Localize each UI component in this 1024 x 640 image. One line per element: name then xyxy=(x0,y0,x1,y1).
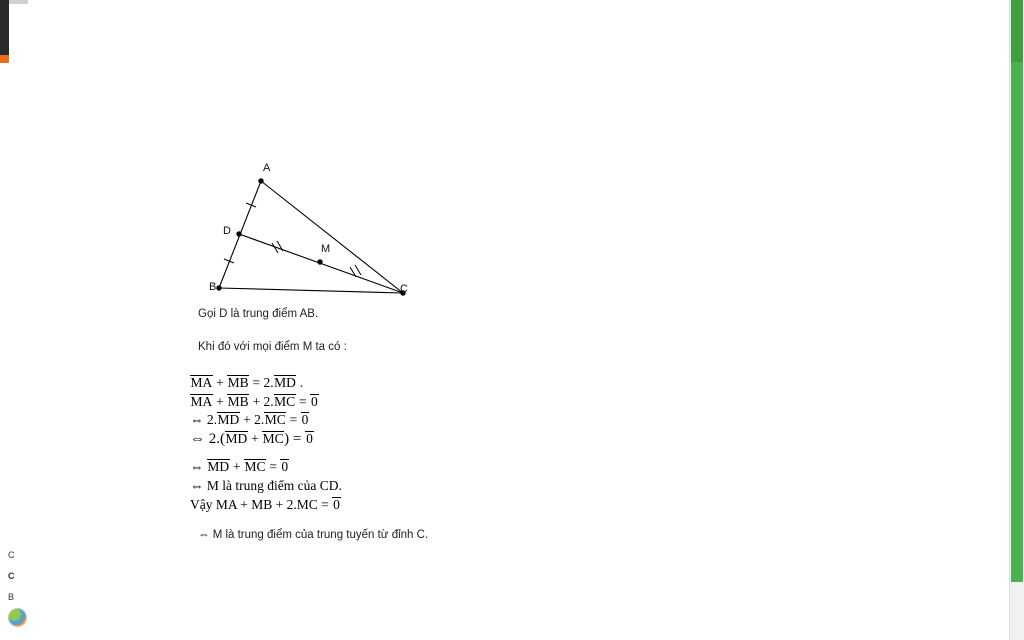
equation-4 xyxy=(190,430,610,451)
vector-MC-4: MC xyxy=(262,431,284,447)
vector-MD-1: MD xyxy=(274,374,296,390)
vector-MA-2: MA xyxy=(190,393,213,409)
equation-2 xyxy=(190,392,610,411)
tick-MC-2 xyxy=(355,265,361,275)
math-block xyxy=(190,373,610,514)
op-arrow-5: ⇔ xyxy=(190,459,207,475)
taskbar-item-1[interactable]: C xyxy=(8,550,15,560)
segment-AC xyxy=(261,181,403,293)
vector-zero-5: 0 xyxy=(281,459,289,475)
label-M: M xyxy=(321,243,331,255)
op-plus-5: + xyxy=(229,459,245,475)
segment-BC xyxy=(219,288,403,293)
point-D xyxy=(236,231,241,236)
taskbar-items[interactable] xyxy=(8,545,26,608)
equation-3 xyxy=(190,411,610,430)
equation-5 xyxy=(190,458,610,477)
vector-MC-3: MC xyxy=(264,412,286,428)
vector-MC-2: MC xyxy=(274,393,296,409)
point-M xyxy=(317,259,322,264)
taskbar-item-3[interactable]: B xyxy=(8,592,15,602)
window-accent-sliver xyxy=(0,55,9,63)
label-C: C xyxy=(400,283,408,295)
op-eq-5: = xyxy=(266,459,281,475)
vector-zero-3: 0 xyxy=(301,412,309,428)
point-A xyxy=(258,178,263,183)
triangle-figure-svg xyxy=(195,150,435,300)
op-plus-2: + xyxy=(212,393,228,409)
op-plus-3: + 2. xyxy=(239,412,265,428)
label-B: B xyxy=(209,281,217,293)
taskbar-item-2[interactable]: C xyxy=(8,571,15,581)
triangle-figure xyxy=(195,150,435,300)
vector-MB-1: MB xyxy=(227,374,249,390)
tick-DM-2 xyxy=(277,241,283,251)
op-plus2-2: + 2. xyxy=(249,393,274,409)
op-plus-4: + xyxy=(247,431,263,447)
equation-7 xyxy=(190,495,610,514)
scrollbar-thumb[interactable] xyxy=(1011,62,1023,582)
vector-MD-3: MD xyxy=(217,412,240,428)
left-window-edge xyxy=(0,0,28,640)
vector-MD-5: MD xyxy=(207,459,230,475)
op-eq-4: ) = xyxy=(284,431,306,448)
vertical-scrollbar[interactable] xyxy=(1009,0,1024,640)
op-eq-1: = 2. xyxy=(249,374,274,390)
vector-MC-5: MC xyxy=(244,459,266,475)
window-sidebar-sliver xyxy=(0,0,9,55)
vector-zero-7: 0 xyxy=(333,496,340,512)
period-1: . xyxy=(296,374,304,390)
op-eq-3: = xyxy=(286,412,301,428)
solution-text xyxy=(190,306,610,544)
equation-1 xyxy=(190,373,610,392)
statement-line-2: Khi đó với mọi điểm M ta có : xyxy=(198,340,347,353)
op-eq-2: = xyxy=(295,393,311,409)
final-conclusion: ⇔ M là trung điểm của trung tuyến từ đỉnh C. xyxy=(198,529,429,542)
document-content xyxy=(190,150,610,555)
op-plus-1: + xyxy=(212,374,228,390)
window-top-strip xyxy=(9,0,28,4)
browser-app-icon[interactable] xyxy=(8,608,27,627)
vector-zero-2: 0 xyxy=(311,393,318,409)
equation-6: ⇔ M là trung điểm của CD. xyxy=(190,477,342,493)
statement-line-1: Gọi D là trung điểm AB. xyxy=(198,308,319,320)
vector-MB-2: MB xyxy=(227,393,249,409)
vector-MD-4: MD xyxy=(225,431,248,447)
op-arrow-3: ⇔ 2. xyxy=(190,412,217,428)
point-B xyxy=(216,285,221,290)
op-arrow-4: ⇔ 2.( xyxy=(190,431,225,448)
label-D: D xyxy=(223,225,231,237)
vector-zero-4: 0 xyxy=(306,431,313,447)
scrollbar-thumb-top[interactable] xyxy=(1011,0,1023,62)
vector-MA-1: MA xyxy=(190,374,213,390)
label-A: A xyxy=(263,162,271,174)
conclusion-prefix: Vậy MA + MB + 2.MC = xyxy=(190,496,333,512)
